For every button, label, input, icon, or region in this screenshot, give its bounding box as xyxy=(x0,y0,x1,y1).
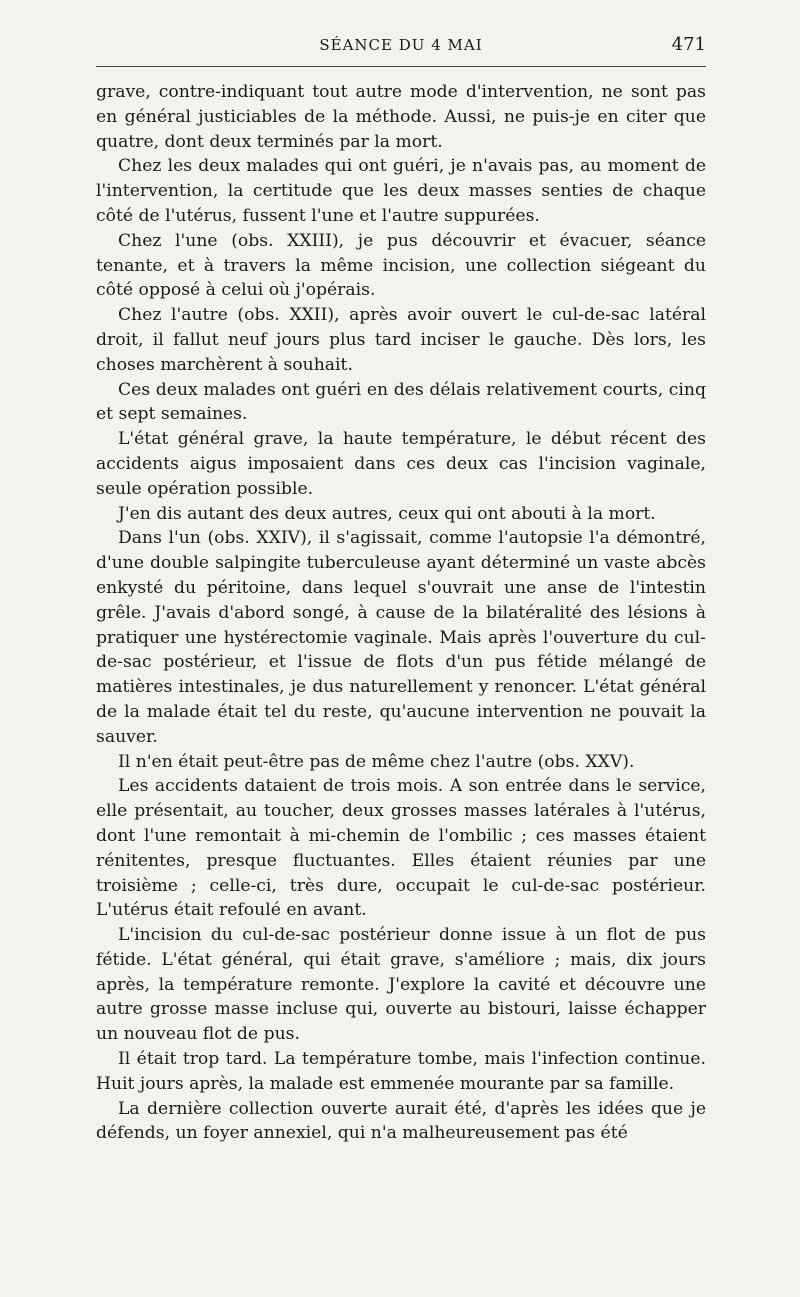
body-text xyxy=(96,80,706,1146)
paragraph: La dernière collection ouverte aurait été, d'après les idées que je défends, un foyer annexiel, qui n'a malheureusement pas été xyxy=(96,1098,706,1144)
book-page xyxy=(96,28,706,1146)
paragraph: Chez l'une (obs. XXIII), je pus découvrir et évacuer, séance tenante, et à travers la même incision, une collection siégeant du côté opposé à celui où j'opérais. xyxy=(96,230,706,301)
paragraph: L'état général grave, la haute température, le début récent des accidents aigus imposaient dans ces deux cas l'incision vaginale, seule opération possible. xyxy=(96,429,706,499)
paragraph: Chez les deux malades qui ont guéri, je n'avais pas, au moment de l'intervention, la certitude que les deux masses senties de chaque côté de l'utérus, fussent l'une et l'autre suppurées. xyxy=(96,156,706,226)
paragraph: J'en dis autant des deux autres, ceux qui ont abouti à la mort. xyxy=(118,503,656,524)
paragraph: Il n'en était peut-être pas de même chez l'autre (obs. XXV). xyxy=(118,751,635,772)
paragraph: Ces deux malades ont guéri en des délais relativement courts, cinq et sept semaines. xyxy=(96,379,706,425)
paragraph: Chez l'autre (obs. XXII), après avoir ouvert le cul-de-sac latéral droit, il fallut neuf jours plus tard inciser le gauche. Dès lors, les choses marchèrent à souhait. xyxy=(96,305,706,375)
paragraph: grave, contre-indiquant tout autre mode d'intervention, ne sont pas en général justiciables de la méthode. Aussi, ne puis-je en citer que quatre, dont deux terminés par la mort. xyxy=(96,82,706,152)
page-number: 471 xyxy=(671,34,706,55)
running-title: SÉANCE DU 4 MAI xyxy=(319,36,483,54)
paragraph: Il était trop tard. La température tombe, mais l'infection continue. Huit jours après, la malade est emmenée mourante par sa famille. xyxy=(96,1049,706,1094)
paragraph: Les accidents dataient de trois mois. A son entrée dans le service, elle présentait, au toucher, deux grosses masses latérales à l'utérus, dont l'une remontait à mi-chemin de l'ombilic ; ces masses étaient rénitentes, presque fluctuantes. Elles étaient réunies par une troisième ; celle-ci, très dure, occupait le cul-de-sac postérieur. L'utérus était refoulé en avant. xyxy=(96,776,706,921)
paragraph: L'incision du cul-de-sac postérieur donne issue à un flot de pus fétide. L'état général, qui était grave, s'améliore ; mais, dix jours après, la température remonte. J'explore la cavité et découvre une autre grosse masse incluse qui, ouverte au bistouri, laisse échapper un nouveau flot de pus. xyxy=(96,925,706,1045)
running-head xyxy=(96,28,706,67)
paragraph: Dans l'un (obs. XXIV), il s'agissait, comme l'autopsie l'a démontré, d'une double salpingite tuberculeuse ayant déterminé un vaste abcès enkysté du péritoine, dans lequel s'ouvrait une anse de l'intestin grêle. J'avais d'abord songé, à cause de la bilatéralité des lésions à pratiquer une hystérectomie vaginale. Mais après l'ouverture du cul-de-sac postérieur, et l'issue de flots d'un pus fétide mélangé de matières intestinales, je dus naturellement y renoncer. L'état général de la malade était tel du reste, qu'aucune intervention ne pouvait la sauver. xyxy=(96,528,706,747)
